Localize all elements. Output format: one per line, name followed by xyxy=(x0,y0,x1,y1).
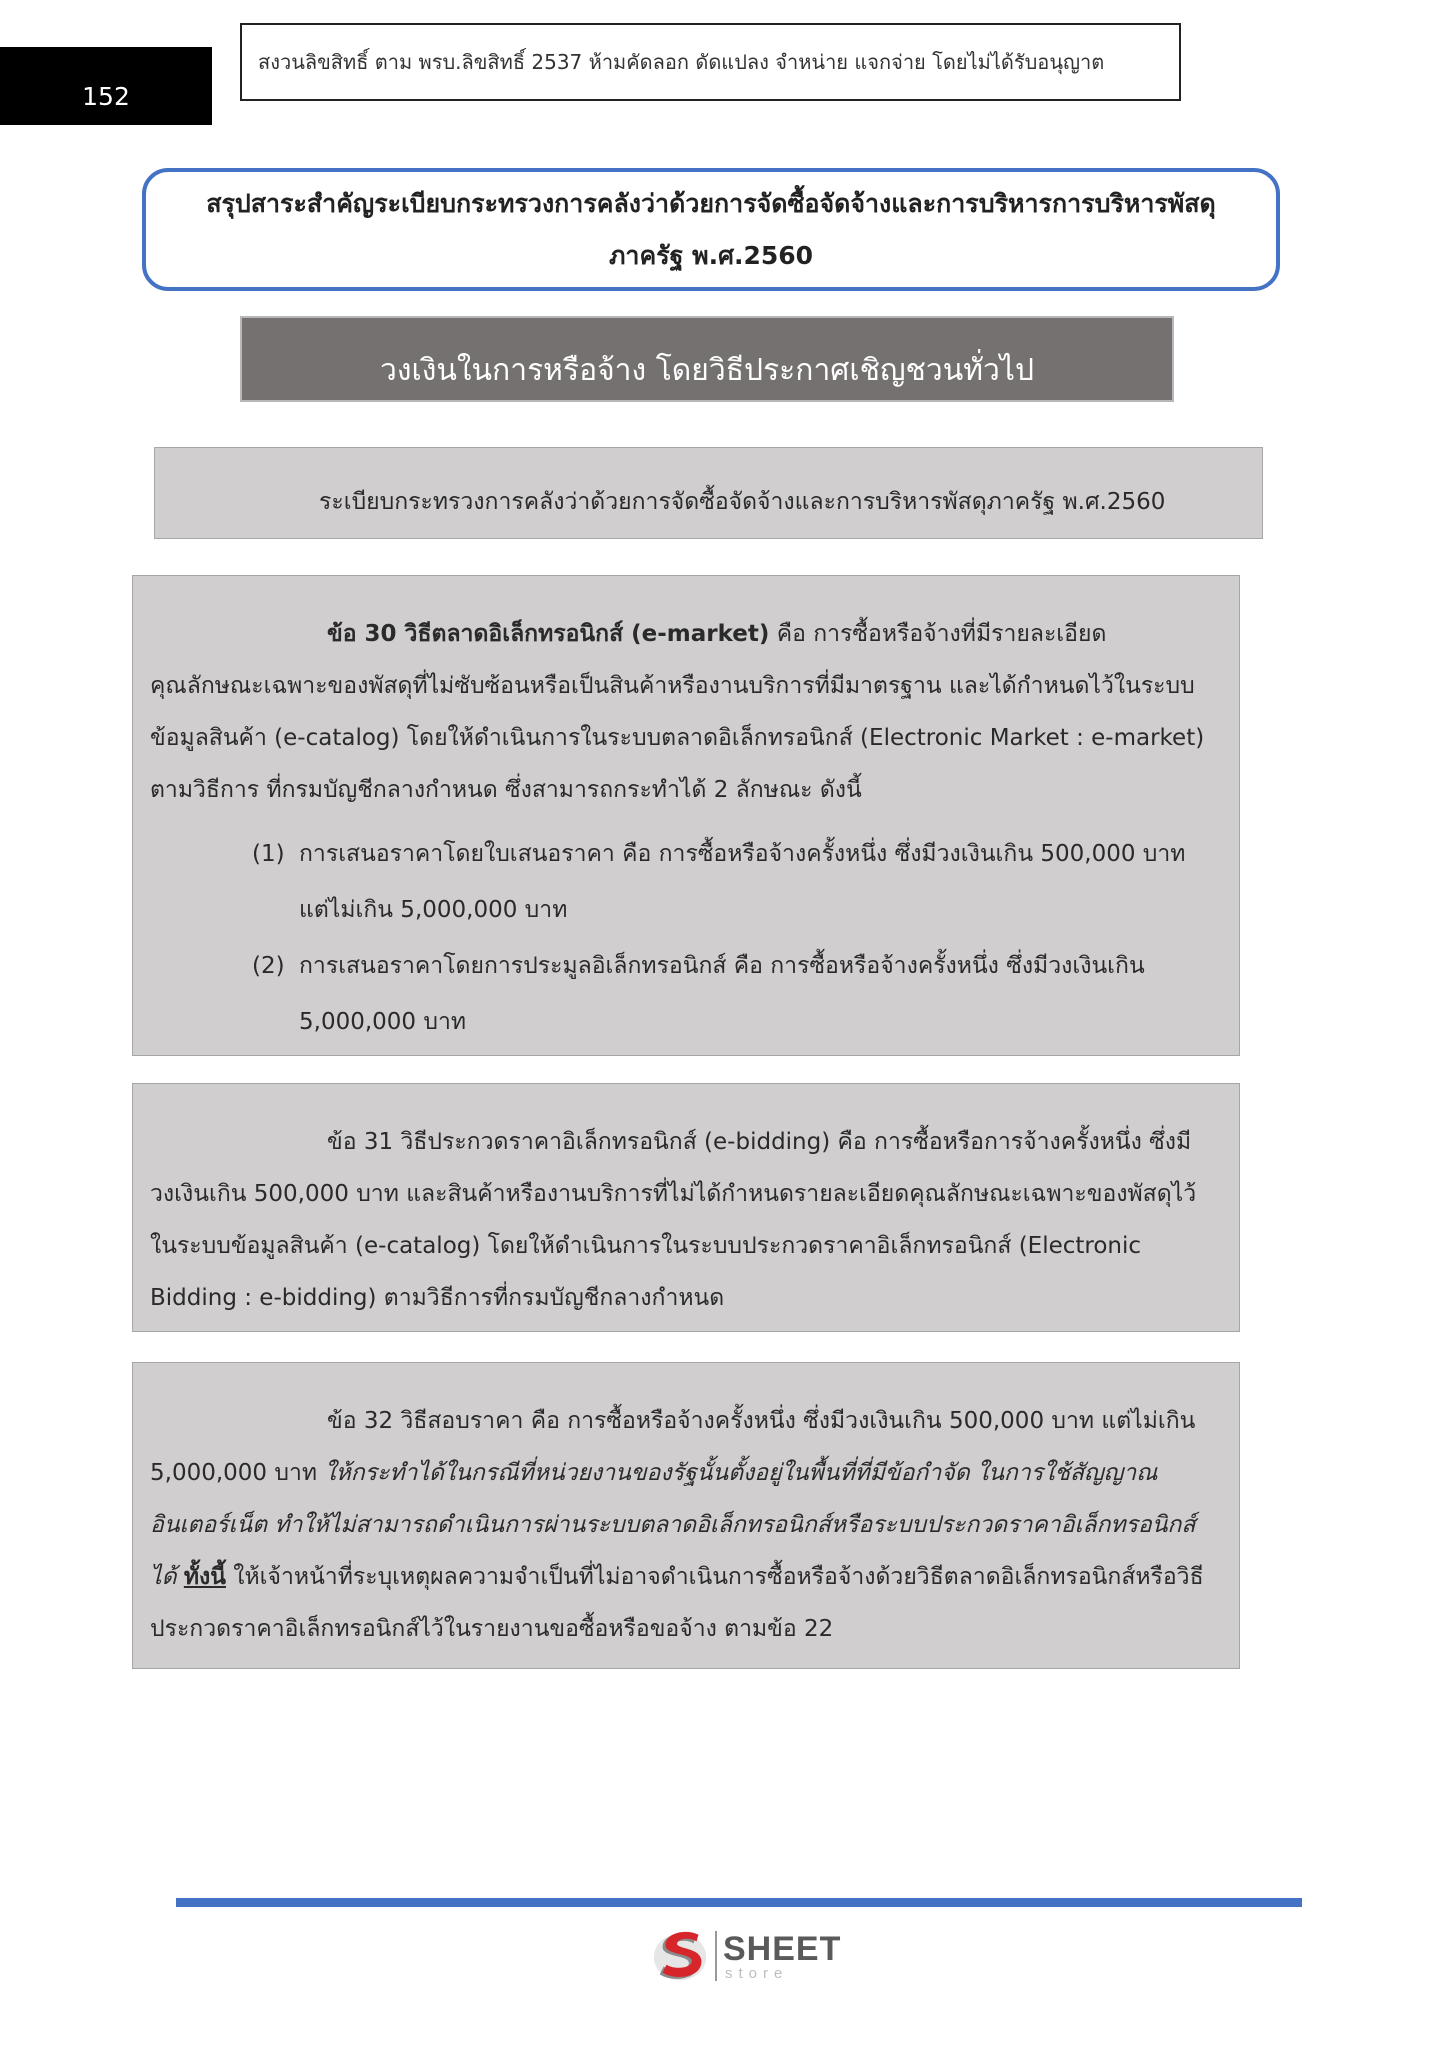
page-number xyxy=(0,47,212,125)
sheet-store-s-icon xyxy=(650,1925,712,1987)
clause-30-paragraph xyxy=(150,608,1219,816)
logo-text xyxy=(723,1929,842,1982)
clause-32-part-2: ให้เจ้าหน้าที่ระบุเหตุผลความจำเป็นที่ไม่อาจดำเนินการซื้อหรือจ้างด้วยวิธีตลาดอิเล็กทรอนิกส์หรือวิธีประกวดราคาอิเล็กทรอนิกส์ไว้ในรายงานขอซื้อหรือขอจ้าง ตามข้อ 22 xyxy=(150,1564,1204,1642)
clause-32-emphasis: ทั้งนี้ xyxy=(183,1564,226,1590)
clause-32-paragraph xyxy=(150,1395,1219,1655)
clause-30-box xyxy=(132,575,1240,1056)
footer-divider xyxy=(176,1898,1302,1907)
title-line-1: สรุปสาระสำคัญระเบียบกระทรวงการคลังว่าด้วยการจัดซื้อจัดจ้างและการบริหารการบริหารพัสดุ xyxy=(206,189,1216,218)
summary-title-box xyxy=(142,168,1280,291)
clause-31-box xyxy=(132,1083,1240,1332)
sheet-store-logo xyxy=(650,1922,860,1990)
regulation-text: ระเบียบกระทรวงการคลังว่าด้วยการจัดซื้อจัดจ้างและการบริหารพัสดุภาครัฐ พ.ศ.2560 xyxy=(319,489,1166,515)
list-item-number: (1) xyxy=(252,841,285,867)
clause-32-italic: ให้กระทำได้ในกรณีที่หน่วยงานของรัฐนั้นตั้งอยู่ในพื้นที่ที่มีข้อกำจัด ในการใช้สัญญาณอินเตอร์เน็ต ทำให้ไม่สามารถดำเนินการผ่านระบบตลาดอิเล็กทรอนิกส์หรือระบบประกวดราคาอิเล็กทรอนิกส์ได้ xyxy=(150,1460,1196,1590)
clause-32-box xyxy=(132,1362,1240,1669)
list-item xyxy=(252,826,1219,938)
clause-30-heading: ข้อ 30 วิธีตลาดอิเล็กทรอนิกส์ (e-market) xyxy=(327,621,770,647)
clause-30-body: คือ การซื้อหรือจ้างที่มีรายละเอียดคุณลักษณะเฉพาะของพัสดุที่ไม่ซับซ้อนหรือเป็นสินค้าหรืองานบริการที่มีมาตรฐาน และได้กำหนดไว้ในระบบข้อมูลสินค้า (e-catalog) โดยให้ดำเนินการในระบบตลาดอิเล็กทรอนิกส์ (Electronic Market : e-market) ตามวิธีการ ที่กรมบัญชีกลางกำหนด ซึ่งสามารถกระทำได้ 2 ลักษณะ ดังนี้ xyxy=(150,621,1205,803)
copyright-notice xyxy=(240,23,1181,101)
banner-text: วงเงินในการหรือจ้าง โดยวิธีประกาศเชิญชวนทั่วไป xyxy=(380,352,1034,388)
clause-30-list xyxy=(252,826,1219,1050)
list-item xyxy=(252,938,1219,1050)
logo-word: SHEET xyxy=(723,1929,842,1968)
section-banner xyxy=(240,316,1174,402)
title-line-2: ภาครัฐ พ.ศ.2560 xyxy=(608,241,814,270)
list-item-text: การเสนอราคาโดยการประมูลอิเล็กทรอนิกส์ คือ การซื้อหรือจ้างครั้งหนึ่ง ซึ่งมีวงเงินเกิน 5,000,000 บาท xyxy=(299,953,1145,1035)
regulation-name-box xyxy=(154,447,1263,539)
list-item-number: (2) xyxy=(252,953,285,979)
clause-32-part-1: ข้อ 32 วิธีสอบราคา คือ การซื้อหรือจ้างครั้งหนึ่ง ซึ่งมีวงเงินเกิน 500,000 บาท แต่ไม่เกิน 5,000,000 บาท xyxy=(150,1408,1196,1486)
page-number-text: 152 xyxy=(82,82,130,111)
list-item-text: การเสนอราคาโดยใบเสนอราคา คือ การซื้อหรือจ้างครั้งหนึ่ง ซึ่งมีวงเงินเกิน 500,000 บาท แต่ไม่เกิน 5,000,000 บาท xyxy=(299,841,1186,923)
clause-31-paragraph: ข้อ 31 วิธีประกวดราคาอิเล็กทรอนิกส์ (e-bidding) คือ การซื้อหรือการจ้างครั้งหนึ่ง ซึ่งมีวงเงินเกิน 500,000 บาท และสินค้าหรืองานบริการที่ไม่ได้กำหนดรายละเอียดคุณลักษณะเฉพาะของพัสดุไว้ในระบบข้อมูลสินค้า (e-catalog) โดยให้ดำเนินการในระบบประกวดราคาอิเล็กทรอนิกส์ (Electronic Bidding : e-bidding) ตามวิธีการที่กรมบัญชีกลางกำหนด xyxy=(150,1129,1197,1311)
logo-divider xyxy=(715,1931,717,1981)
logo-subtext: store xyxy=(725,1964,789,1982)
copyright-text: สงวนลิขสิทธิ์ ตาม พรบ.ลิขสิทธิ์ 2537 ห้ามคัดลอก ดัดแปลง จำหน่าย แจกจ่าย โดยไม่ได้รับอนุญาต xyxy=(258,50,1105,74)
